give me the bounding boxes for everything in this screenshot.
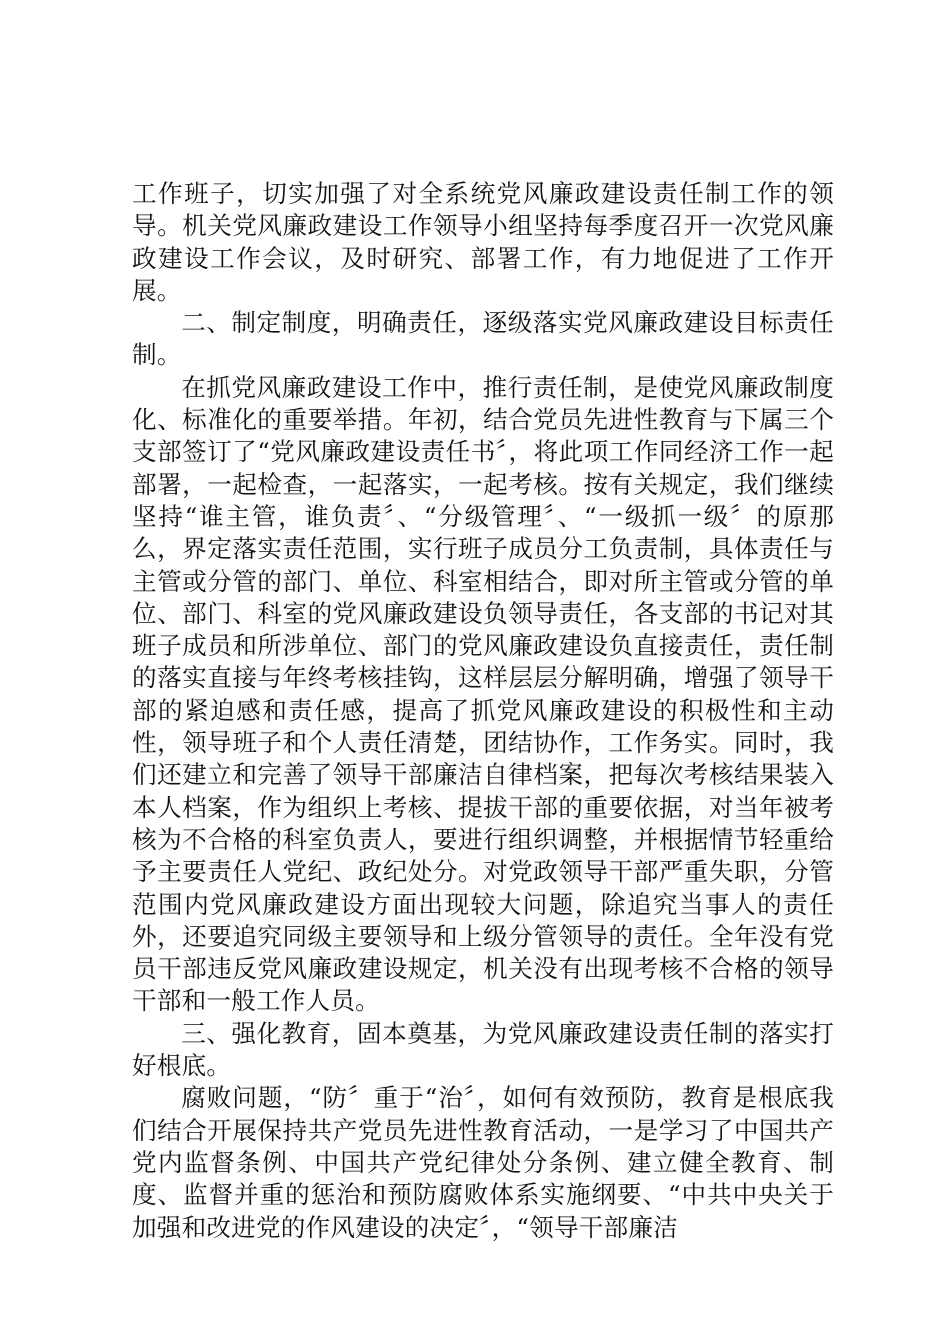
section-heading-2: 二、制定制度，明确责任，逐级落实党风廉政建设目标责任制。: [132, 308, 834, 370]
section-heading-3: 三、强化教育，固本奠基，为党风廉政建设责任制的落实打好根底。: [132, 1018, 834, 1081]
paragraph-responsibility-system: 在抓党风廉政建设工作中，推行责任制，是使党风廉政制度化、标准化的重要举措。年初，结合党员先进性教育与下属三个支部签订了“党风廉政建设责任书〞，将此项工作同经济工作一起部署，一起检查，一起落实，一起考核。按有关规定，我们继续坚持“谁主管，谁负责〞、“分级管理〞、“一级抓一级〞的原那么，界定落实责任范围，实行班子成员分工负责制，具体责任与主管或分管的部门、单位、科室相结合，即对所主管或分管的单位、部门、科室的党风廉政建设负领导责任，各支部的书记对其班子成员和所涉单位、部门的党风廉政建设负直接责任，责任制的落实直接与年终考核挂钩，这样层层分解明确，增强了领导干部的紧迫感和责任感，提高了抓党风廉政建设的积极性和主动性，领导班子和个人责任清楚，团结协作，工作务实。同时，我们还建立和完善了领导干部廉洁自律档案，把每次考核结果装入本人档案，作为组织上考核、提拔干部的重要依据，对当年被考核为不合格的科室负责人，要进行组织调整，并根据情节轻重给予主要责任人党纪、政纪处分。对党政领导干部严重失职，分管范围内党风廉政建设方面出现较大问题，除追究当事人的责任外，还要追究同级主要领导和上级分管领导的责任。全年没有党员干部违反党风廉政建设规定，机关没有出现考核不合格的领导干部和一般工作人员。: [132, 372, 834, 1016]
document-page: [132, 178, 834, 1244]
paragraph-continuation: 工作班子，切实加强了对全系统党风廉政建设责任制工作的领导。机关党风廉政建设工作领导小组坚持每季度召开一次党风廉政建设工作会议，及时研究、部署工作，有力地促进了工作开展。: [132, 179, 834, 305]
paragraph-education: 腐败问题，“防〞重于“治〞，如何有效预防，教育是根底我们结合开展保持共产党员先进性教育活动，一是学习了中国共产党内监督条例、中国共产党纪律处分条例、建立健全教育、制度、监督并重的惩治和预防腐败体系实施纲要、“中共中央关于加强和改进党的作风建设的决定〞，“领导干部廉洁: [132, 1083, 834, 1242]
